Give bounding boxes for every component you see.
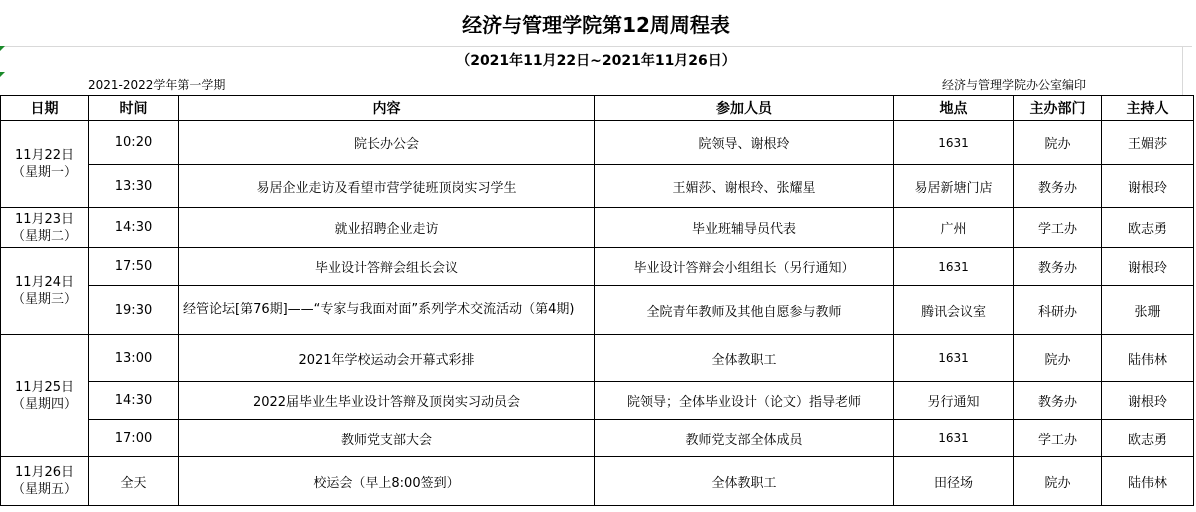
host-cell: 陆伟林 (1102, 457, 1194, 506)
date-text: 11月24日 (14, 275, 75, 290)
time-cell: 14:30 (89, 208, 179, 248)
weekday-text: （星期三） (11, 292, 77, 307)
location-cell: 田径场 (894, 457, 1014, 506)
time-cell: 全天 (89, 457, 179, 506)
host-cell: 谢根玲 (1102, 382, 1194, 420)
table-row (1, 165, 1194, 208)
date-text: 11月22日 (14, 148, 75, 163)
participants-cell: 王媚莎、谢根玲、张耀星 (595, 165, 894, 208)
weekday-text: （星期一） (11, 165, 77, 180)
content-cell: 校运会（早上8:00签到） (179, 457, 595, 506)
table-row (1, 335, 1194, 382)
date-cell (1, 248, 89, 335)
content-cell: 就业招聘企业走访 (179, 208, 595, 248)
date-cell (1, 335, 89, 457)
date-cell (1, 208, 89, 248)
table-row (1, 208, 1194, 248)
table-row (1, 121, 1194, 165)
time-cell: 14:30 (89, 382, 179, 420)
participants-cell: 全院青年教师及其他自愿参与教师 (595, 286, 894, 335)
time-cell: 10:20 (89, 121, 179, 165)
organizer-cell: 院办 (1014, 457, 1102, 506)
participants-cell: 毕业设计答辩会小组组长（另行通知） (595, 248, 894, 286)
content-cell: 院长办公会 (179, 121, 595, 165)
organizer-cell: 教务办 (1014, 382, 1102, 420)
participants-cell: 毕业班辅导员代表 (595, 208, 894, 248)
location-cell: 1631 (894, 121, 1014, 165)
table-row (1, 420, 1194, 457)
host-cell: 陆伟林 (1102, 335, 1194, 382)
host-cell: 欧志勇 (1102, 208, 1194, 248)
date-cell (1, 457, 89, 506)
col-header-content: 内容 (179, 96, 595, 121)
host-cell: 张珊 (1102, 286, 1194, 335)
comment-marker (0, 72, 5, 77)
table-row (1, 382, 1194, 420)
page-title: 经济与管理学院第12周周程表 (0, 0, 1192, 47)
table-row (1, 286, 1194, 335)
location-cell: 易居新塘门店 (894, 165, 1014, 208)
date-cell (1, 121, 89, 208)
table-row (1, 457, 1194, 506)
col-header-time: 时间 (89, 96, 179, 121)
location-cell: 广州 (894, 208, 1014, 248)
location-cell: 1631 (894, 335, 1014, 382)
participants-cell: 全体教职工 (595, 457, 894, 506)
participants-cell: 院领导、谢根玲 (595, 121, 894, 165)
host-cell: 谢根玲 (1102, 248, 1194, 286)
date-text: 11月25日 (14, 379, 75, 395)
participants-cell: 全体教职工 (595, 335, 894, 382)
time-cell: 13:00 (89, 335, 179, 382)
content-cell: 易居企业走访及看望市营学徒班顶岗实习学生 (179, 165, 595, 208)
time-cell: 19:30 (89, 286, 179, 335)
col-header-participants: 参加人员 (595, 96, 894, 121)
schedule-table (0, 95, 1194, 506)
organizer-cell: 学工办 (1014, 208, 1102, 248)
header-row (1, 96, 1194, 121)
col-header-date: 日期 (1, 96, 89, 121)
time-cell: 13:30 (89, 165, 179, 208)
host-cell: 谢根玲 (1102, 165, 1194, 208)
weekday-text: （星期四） (11, 396, 77, 412)
participants-cell: 院领导；全体毕业设计（论文）指导老师 (595, 382, 894, 420)
col-header-location: 地点 (894, 96, 1014, 121)
date-range: （2021年11月22日~2021年11月26日） (456, 53, 736, 69)
organizer-cell: 教务办 (1014, 248, 1102, 286)
col-header-organizer: 主办部门 (1014, 96, 1102, 121)
host-cell: 王媚莎 (1102, 121, 1194, 165)
organizer-cell: 院办 (1014, 121, 1102, 165)
content-cell: 毕业设计答辩会组长会议 (179, 248, 595, 286)
organizer-cell: 科研办 (1014, 286, 1102, 335)
organizer-cell: 学工办 (1014, 420, 1102, 457)
content-cell: 教师党支部大会 (179, 420, 595, 457)
content-cell: 2021年学校运动会开幕式彩排 (179, 335, 595, 382)
date-text: 11月23日 (14, 211, 75, 227)
participants-cell: 教师党支部全体成员 (595, 420, 894, 457)
organizer-cell: 教务办 (1014, 165, 1102, 208)
time-cell: 17:00 (89, 420, 179, 457)
col-header-host: 主持人 (1102, 96, 1194, 121)
gridline (1182, 47, 1183, 95)
editor-label: 经济与管理学院办公室编印 (942, 77, 1087, 92)
location-cell: 另行通知 (894, 382, 1014, 420)
content-cell: 2022届毕业生毕业设计答辩及顶岗实习动员会 (179, 382, 595, 420)
organizer-cell: 院办 (1014, 335, 1102, 382)
weekday-text: （星期二） (11, 228, 77, 244)
location-cell: 1631 (894, 248, 1014, 286)
time-cell: 17:50 (89, 248, 179, 286)
date-text: 11月26日 (14, 465, 75, 480)
content-cell: 经管论坛[第76期]——“专家与我面对面”系列学术交流活动（第4期) (179, 286, 595, 335)
semester-label: 2021-2022学年第一学期 (88, 77, 226, 92)
weekday-text: （星期五） (11, 482, 77, 497)
location-cell: 腾讯会议室 (894, 286, 1014, 335)
table-row (1, 248, 1194, 286)
host-cell: 欧志勇 (1102, 420, 1194, 457)
location-cell: 1631 (894, 420, 1014, 457)
